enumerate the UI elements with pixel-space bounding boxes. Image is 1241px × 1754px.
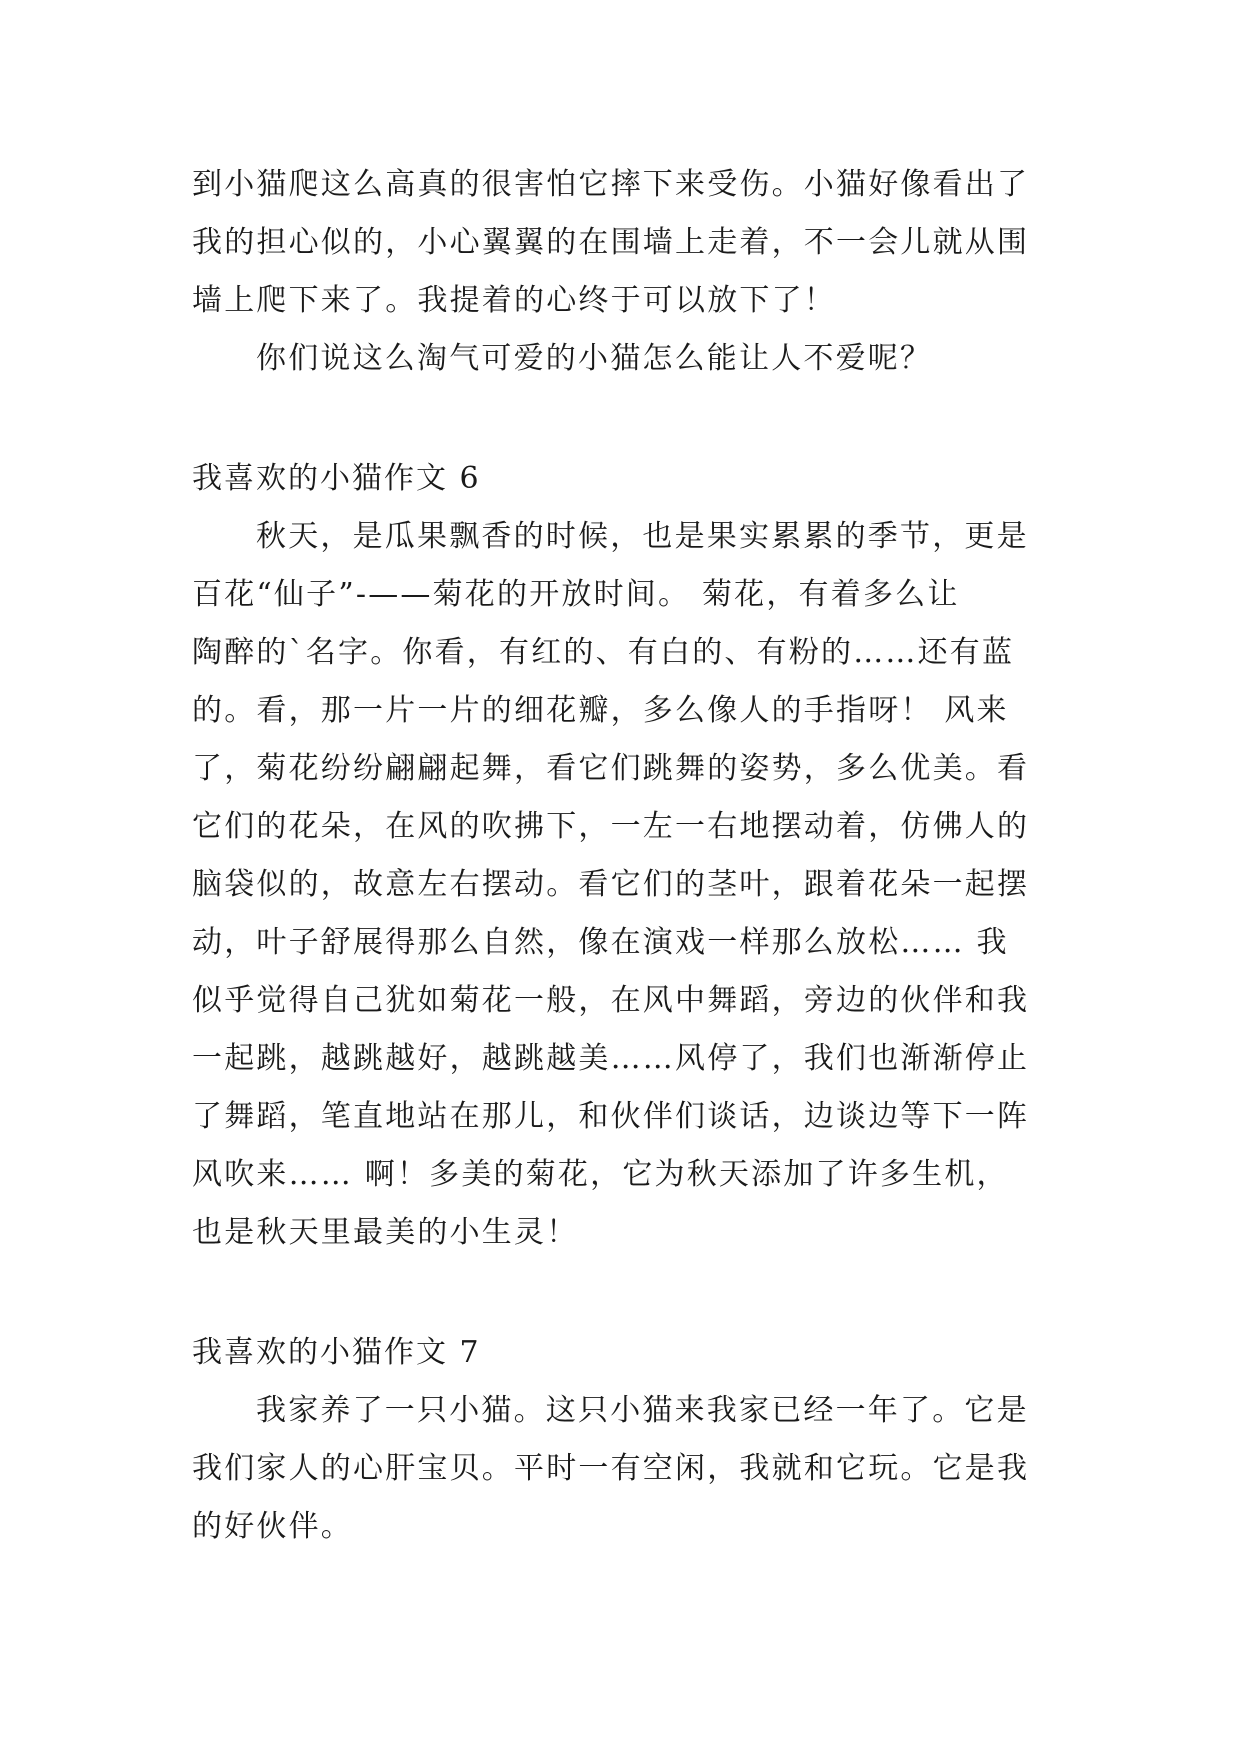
essay-7 [192, 1324, 1060, 1556]
paragraph-line: 脑袋似的，故意左右摆动。看它们的茎叶，跟着花朵一起摆 [192, 867, 1030, 902]
paragraph-line: 陶醉的`名字。你看，有红的、有白的、有粉的……还有蓝 [192, 635, 1015, 670]
paragraph-line: 我家养了一只小猫。这只小猫来我家已经一年了。它是 [256, 1393, 1029, 1428]
intro-paragraph [192, 156, 1060, 388]
paragraph-line: 了，菊花纷纷翩翩起舞，看它们跳舞的姿势，多么优美。看 [192, 751, 1030, 786]
paragraph-line: 似乎觉得自己犹如菊花一般，在风中舞蹈，旁边的伙伴和我 [192, 983, 1030, 1018]
section-gap [192, 1262, 1060, 1324]
essay-6 [192, 450, 1060, 1262]
paragraph-line: 一起跳，越跳越好，越跳越美……风停了，我们也渐渐停止 [192, 1041, 1030, 1076]
document-page [192, 156, 1060, 1556]
closing-line: 你们说这么淘气可爱的小猫怎么能让人不爱呢？ [256, 341, 933, 376]
paragraph-line: 的好伙伴。 [192, 1509, 353, 1544]
paragraph-line: 也是秋天里最美的小生灵！ [192, 1215, 579, 1250]
paragraph-line: 我的担心似的，小心翼翼的在围墙上走着，不一会儿就从围 [192, 225, 1030, 260]
paragraph-line: 风吹来…… 啊！多美的菊花，它为秋天添加了许多生机， [192, 1157, 1009, 1192]
paragraph-line: 了舞蹈，笔直地站在那儿，和伙伴们谈话，边谈边等下一阵 [192, 1099, 1030, 1134]
paragraph-line: 的。看，那一片一片的细花瓣，多么像人的手指呀！ 风来 [192, 693, 1009, 728]
section-gap [192, 388, 1060, 450]
essay-6-title: 我喜欢的小猫作文 6 [192, 461, 481, 496]
paragraph-line: 百花“仙子”-——菊花的开放时间。 菊花，有着多么让 [192, 577, 960, 612]
paragraph-line: 我们家人的心肝宝贝。平时一有空闲，我就和它玩。它是我 [192, 1451, 1030, 1486]
essay-7-title: 我喜欢的小猫作文 7 [192, 1335, 481, 1370]
paragraph-line: 它们的花朵，在风的吹拂下，一左一右地摆动着，仿佛人的 [192, 809, 1030, 844]
paragraph-line: 到小猫爬这么高真的很害怕它摔下来受伤。小猫好像看出了 [192, 167, 1030, 202]
paragraph-line: 动，叶子舒展得那么自然，像在演戏一样那么放松…… 我 [192, 925, 1009, 960]
paragraph-line: 墙上爬下来了。我提着的心终于可以放下了！ [192, 283, 836, 318]
paragraph-line: 秋天，是瓜果飘香的时候，也是果实累累的季节，更是 [256, 519, 1029, 554]
